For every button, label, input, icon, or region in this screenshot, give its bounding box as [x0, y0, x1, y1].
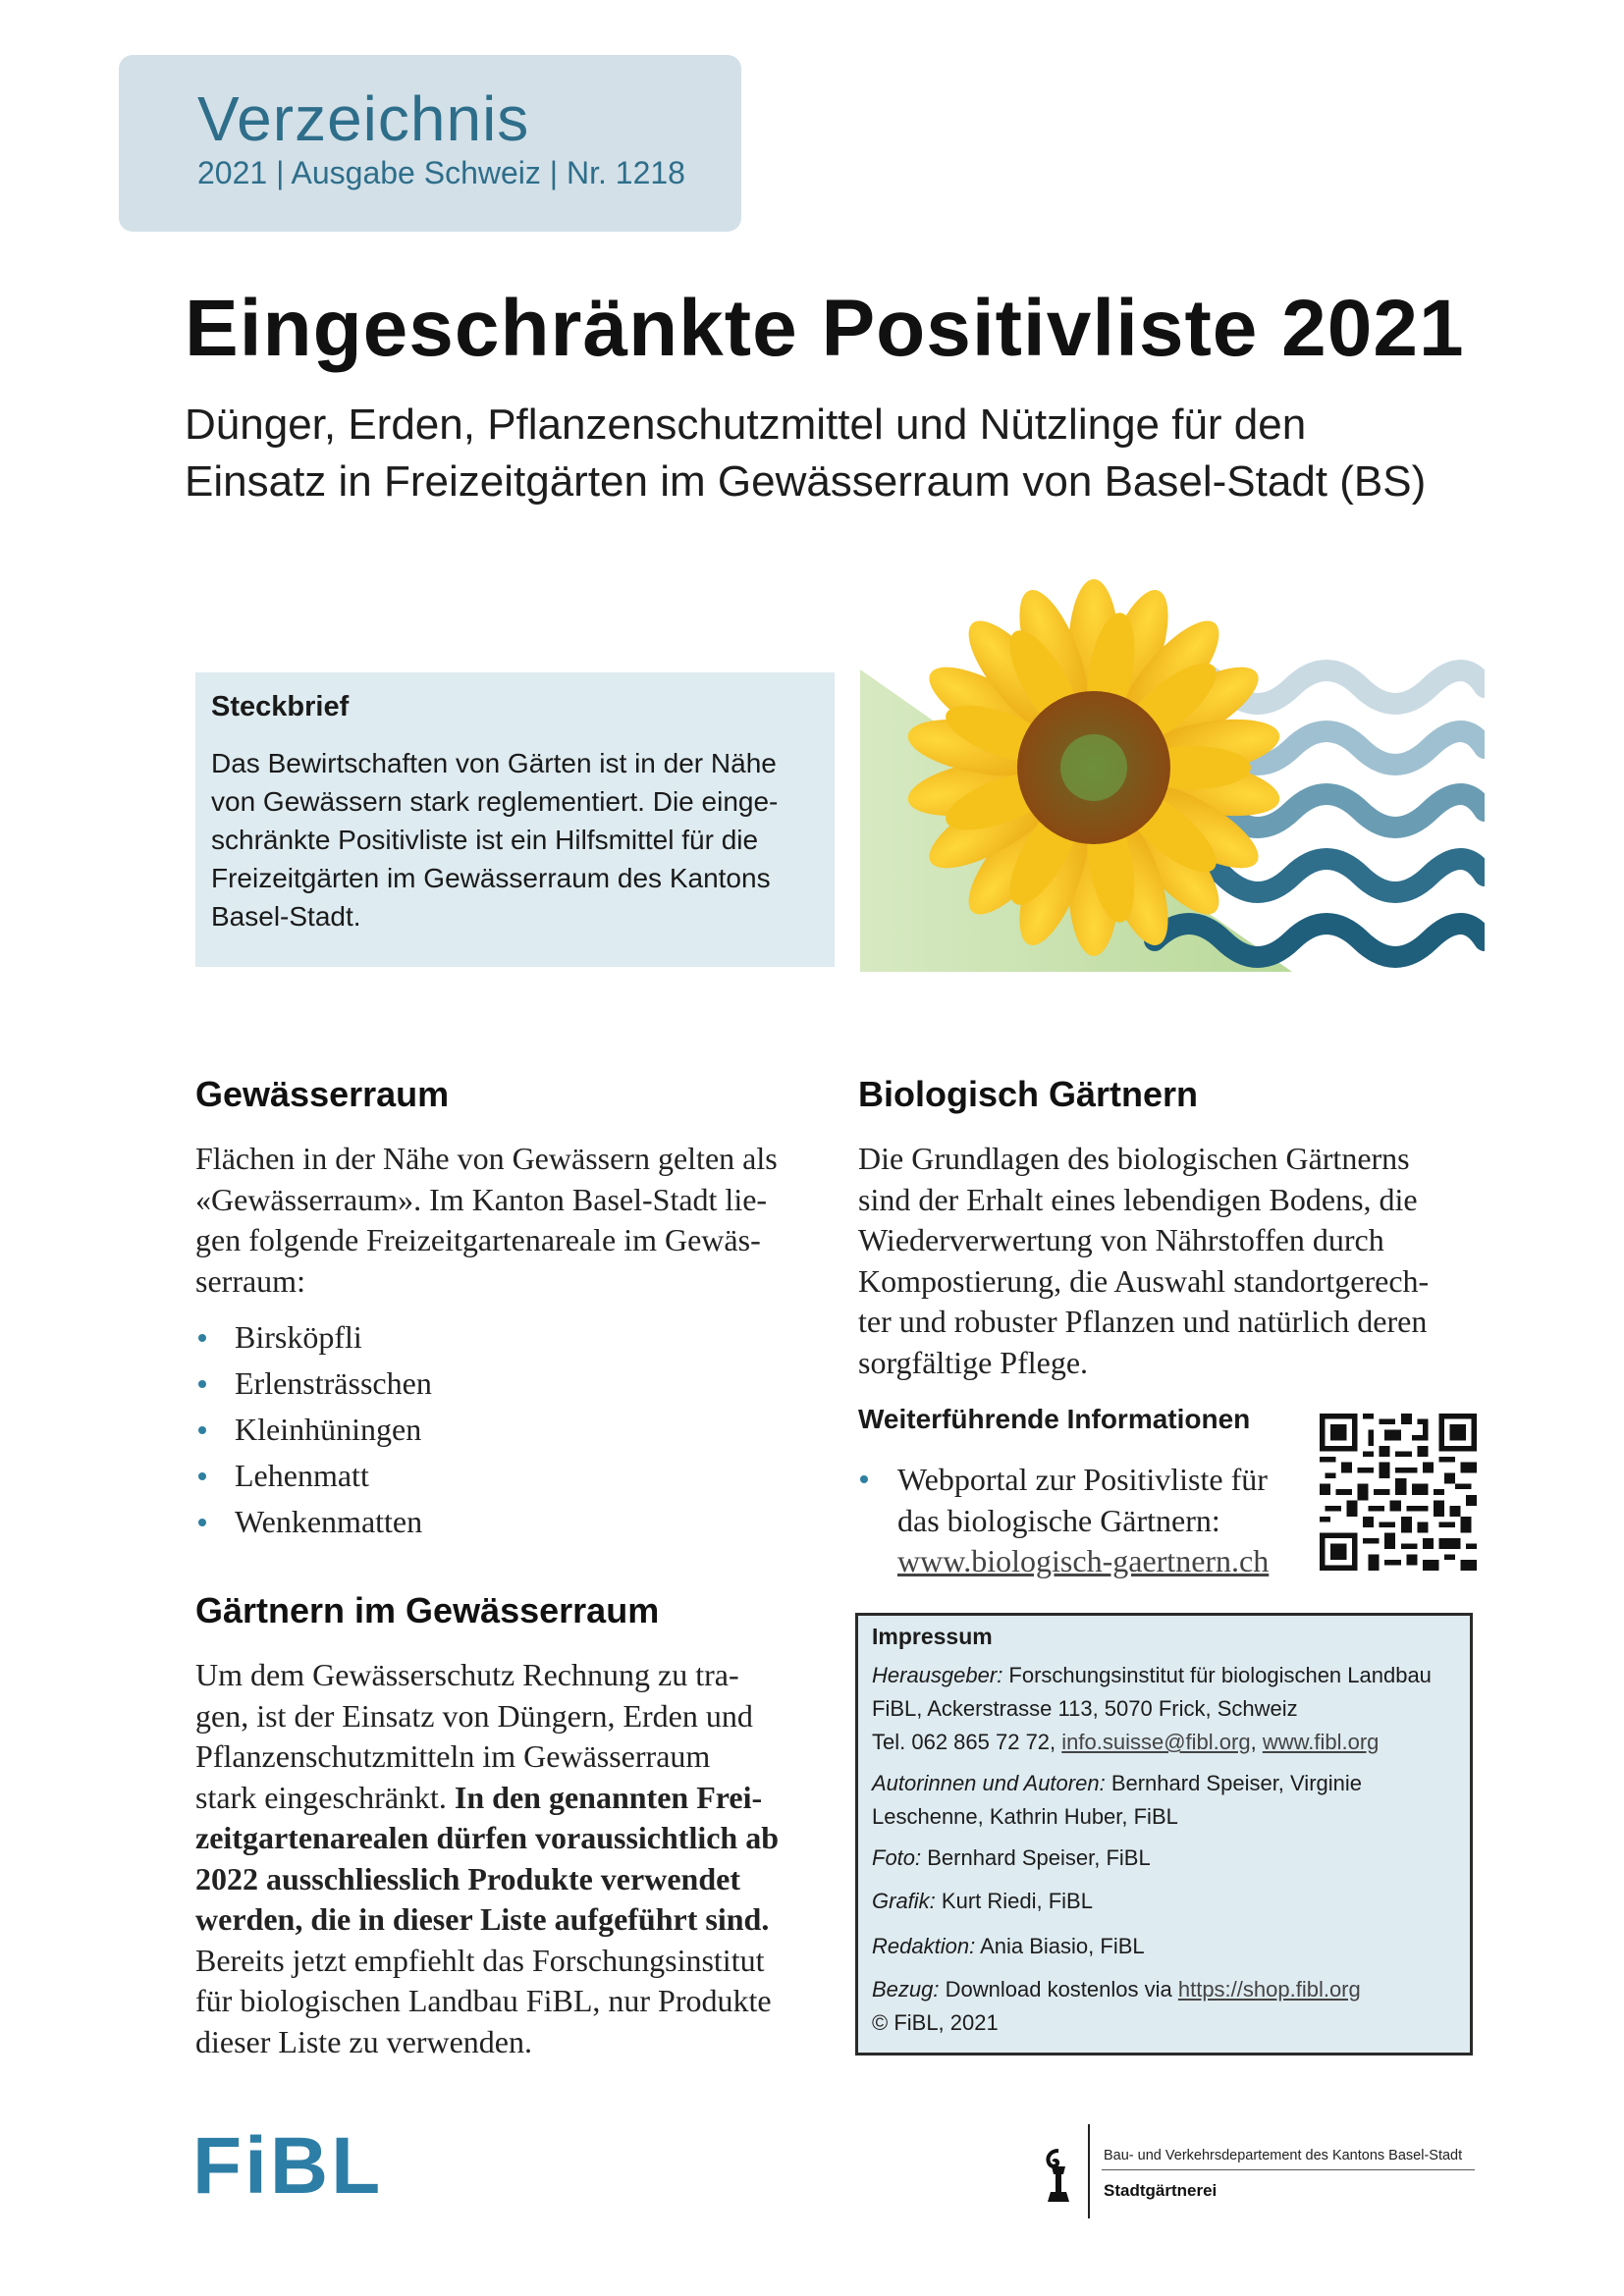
publication-type: Verzeichnis	[197, 83, 530, 154]
impressum-order	[872, 1973, 1471, 2040]
text-line-bold: zeitgartenarealen dürfen voraussichtlich ab	[195, 1820, 780, 1855]
text-line: Wiederverwertung von Nährstoffen durch	[858, 1222, 1384, 1257]
website-link[interactable]: www.biologisch-gaertnern.ch	[897, 1543, 1270, 1578]
text-line: Webportal zur Positivliste für	[897, 1462, 1268, 1497]
further-info-heading: Weiterführende Informationen	[858, 1404, 1251, 1434]
label: Foto:	[872, 1845, 922, 1870]
department-name: Bau- und Verkehrsdepartement des Kantons Basel-Stadt	[1104, 2148, 1463, 2163]
value: Bernhard Speiser, FiBL	[921, 1845, 1151, 1870]
area-list	[195, 1317, 785, 1548]
text-line-bold: 2022 ausschliesslich Produkte verwendet	[195, 1860, 740, 1896]
text-line: für biologischen Landbau FiBL, nur Produkte	[195, 1983, 772, 2018]
label: Redaktion:	[872, 1934, 976, 1958]
qr-code[interactable]	[1320, 1414, 1477, 1571]
label: Bezug:	[872, 1977, 940, 2002]
text-line: Flächen in der Nähe von Gewässern gelten als	[195, 1141, 778, 1176]
impressum-editing	[872, 1930, 1471, 1963]
text-line: «Gewässerraum». Im Kanton Basel-Stadt lie-	[195, 1181, 768, 1217]
text-line: sorgfältige Pflege.	[858, 1344, 1089, 1380]
basel-crozier-icon	[1043, 2149, 1074, 2204]
value: Ania Biasio, FiBL	[975, 1934, 1145, 1958]
text-normal: stark eingeschränkt.	[195, 1779, 455, 1815]
order-line	[872, 1973, 1471, 2006]
section-heading-gaertnern: Gärtnern im Gewässerraum	[195, 1590, 660, 1630]
section-heading-biologisch: Biologisch Gärtnern	[858, 1074, 1199, 1114]
email-link[interactable]: info.suisse@fibl.org	[1061, 1730, 1251, 1754]
text-line: Um dem Gewässerschutz Rechnung zu tra-	[195, 1657, 739, 1692]
steckbrief-text	[211, 744, 820, 935]
text-line: Bereits jetzt empfiehlt das Forschungsinstitut	[195, 1942, 765, 1978]
list-item: Kleinhüningen	[195, 1410, 785, 1456]
page-subtitle	[185, 397, 1559, 510]
list-item: Lehenmatt	[195, 1456, 785, 1502]
steckbrief-title: Steckbrief	[211, 691, 350, 722]
copyright: © FiBL, 2021	[872, 2010, 999, 2035]
subtitle-line: Einsatz in Freizeitgärten im Gewässerraum von Basel-Stadt (BS)	[185, 457, 1427, 506]
impressum-photo	[872, 1842, 1471, 1875]
label: Autorinnen und Autoren:	[872, 1771, 1106, 1795]
authors-line: Leschenne, Kathrin Huber, FiBL	[872, 1804, 1178, 1829]
steckbrief-line: Freizeitgärten im Gewässerraum des Kantons	[211, 863, 771, 893]
page-title: Eingeschränkte Positivliste 2021	[185, 284, 1465, 373]
gewaesserraum-text	[195, 1139, 824, 1302]
steckbrief-line: schränkte Positivliste ist ein Hilfsmittel für die	[211, 825, 759, 855]
impressum-graphic	[872, 1885, 1471, 1918]
phone: Tel. 062 865 72 72,	[872, 1730, 1062, 1754]
steckbrief-line: von Gewässern stark reglementiert. Die einge-	[211, 786, 779, 817]
publisher-line	[872, 1659, 1471, 1692]
text-bold: In den genannten Frei-	[454, 1779, 763, 1815]
fibl-logo: FiBL	[192, 2121, 384, 2211]
further-info-item	[858, 1460, 1349, 1582]
publication-meta: 2021 | Ausgabe Schweiz | Nr. 1218	[197, 155, 685, 190]
separator: ,	[1250, 1730, 1263, 1754]
stadtgaertnerei-name: Stadtgärtnerei	[1104, 2181, 1218, 2200]
divider	[1088, 2124, 1090, 2218]
label: Grafik:	[872, 1889, 936, 1913]
steckbrief-line: Basel-Stadt.	[211, 901, 361, 932]
contact-line	[872, 1726, 1471, 1759]
text-line-bold: werden, die in dieser Liste aufgeführt sind.	[195, 1901, 770, 1937]
text-line: gen, ist der Einsatz von Düngern, Erden und	[195, 1697, 753, 1734]
text-line: serraum:	[195, 1262, 305, 1299]
text-line: sind der Erhalt eines lebendigen Bodens, die	[858, 1181, 1418, 1217]
gaertnern-text	[195, 1655, 843, 2062]
steckbrief-line: Das Bewirtschaften von Gärten ist in der Nähe	[211, 748, 777, 778]
value: Kurt Riedi, FiBL	[935, 1889, 1093, 1913]
text-line: gen folgende Freizeitgartenareale im Gewäs-	[195, 1222, 761, 1257]
list-item: Erlensträsschen	[195, 1363, 785, 1410]
section-heading-gewaesserraum: Gewässerraum	[195, 1074, 450, 1114]
text-line: ter und robuster Pflanzen und natürlich deren	[858, 1304, 1428, 1339]
list-item: Birsköpfli	[195, 1317, 785, 1363]
impressum-title: Impressum	[872, 1624, 993, 1649]
divider	[1102, 2169, 1475, 2170]
text-line: dieser Liste zu verwenden.	[195, 2023, 532, 2059]
text-line: Kompostierung, die Auswahl standortgerech-	[858, 1262, 1430, 1299]
subtitle-line: Dünger, Erden, Pflanzenschutzmittel und Nützlinge für den	[185, 400, 1307, 449]
value: Bernhard Speiser, Virginie	[1105, 1771, 1363, 1795]
text-line-mixed	[195, 1778, 843, 1819]
text-line: Pflanzenschutzmitteln im Gewässerraum	[195, 1738, 711, 1774]
value: Forschungsinstitut für biologischen Landbau	[1002, 1663, 1432, 1687]
shop-link[interactable]: https://shop.fibl.org	[1177, 1977, 1361, 2002]
label: Herausgeber:	[872, 1663, 1003, 1687]
text-line: das biologische Gärtnern:	[897, 1502, 1220, 1538]
impressum-publisher	[872, 1659, 1471, 1759]
text-line: Die Grundlagen des biologischen Gärtnerns	[858, 1141, 1410, 1176]
authors-line	[872, 1767, 1471, 1800]
impressum-authors	[872, 1767, 1471, 1834]
web-link[interactable]: www.fibl.org	[1262, 1730, 1380, 1754]
list-item: Wenkenmatten	[195, 1502, 785, 1548]
address-line: FiBL, Ackerstrasse 113, 5070 Frick, Schweiz	[872, 1696, 1298, 1721]
sunflower-waves-illustration	[860, 571, 1485, 972]
value: Download kostenlos via	[939, 1977, 1178, 2002]
biologisch-text	[858, 1139, 1496, 1383]
